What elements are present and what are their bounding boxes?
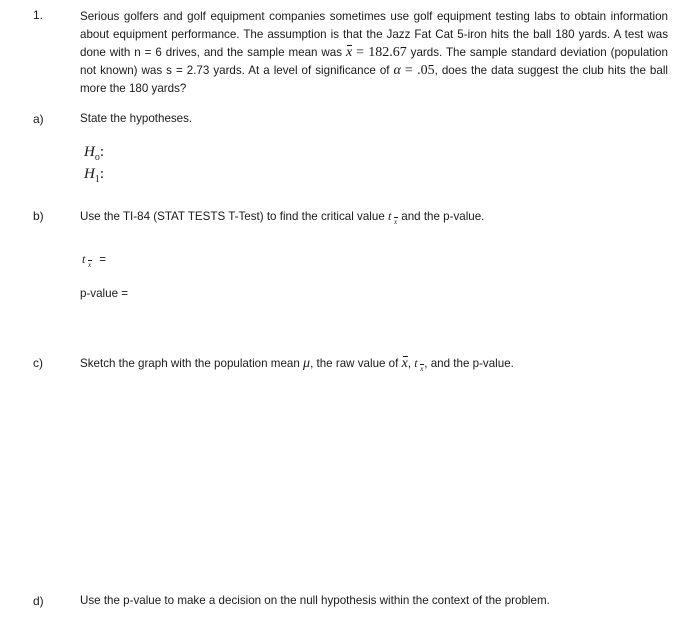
problem-statement	[80, 8, 668, 98]
part-c-label: c)	[33, 356, 43, 370]
t-value-answer-line: t x =	[82, 252, 107, 269]
t-statistic-symbol: t x	[414, 356, 424, 373]
part-d-prompt: Use the p-value to make a decision on the null hypothesis within the context of the problem.	[80, 594, 550, 607]
part-a-prompt: State the hypotheses.	[80, 112, 193, 125]
sample-mean-symbol: x	[401, 356, 408, 371]
t-statistic-symbol: t x	[82, 252, 92, 269]
t-statistic-symbol: t x	[388, 209, 398, 226]
alternative-hypothesis: $H_1$:	[84, 166, 105, 185]
part-b-prompt: Use the TI-84 (STAT TESTS T-Test) to find the critical value t x and the p-value.	[80, 209, 485, 226]
sample-mean-value: = 182.67	[356, 45, 407, 60]
problem-number: 1.	[33, 8, 44, 22]
null-hypothesis: $H_o$:	[84, 144, 105, 163]
part-d-label: d)	[33, 594, 44, 608]
problem-text-2: yards. The sample standard deviation (population not known) was s = 2.73 yards. At a level of significance of	[80, 46, 668, 77]
alpha-symbol: α	[393, 63, 401, 78]
problem-text-3: , does the data suggest the club hits the ball more the 180 yards?	[80, 64, 668, 95]
mu-symbol: μ	[303, 356, 311, 371]
problem-text-1: Serious golfers and golf equipment companies sometimes use golf equipment testing labs to obtain information about equipment performance. The assumption is that the Jazz Fat Cat 5-iron hits the ball 180 yards. A test was done with n = 6 drives, and the sample mean was	[80, 10, 668, 59]
p-value-answer-line: p-value =	[80, 287, 129, 300]
part-b-label: b)	[33, 209, 44, 223]
part-a-label: a)	[33, 112, 44, 126]
alpha-value: = .05	[404, 63, 435, 78]
sample-mean-symbol: x	[345, 45, 353, 60]
part-c-prompt: Sketch the graph with the population mean μ, the raw value of x, t x , and the p-value.	[80, 356, 514, 373]
